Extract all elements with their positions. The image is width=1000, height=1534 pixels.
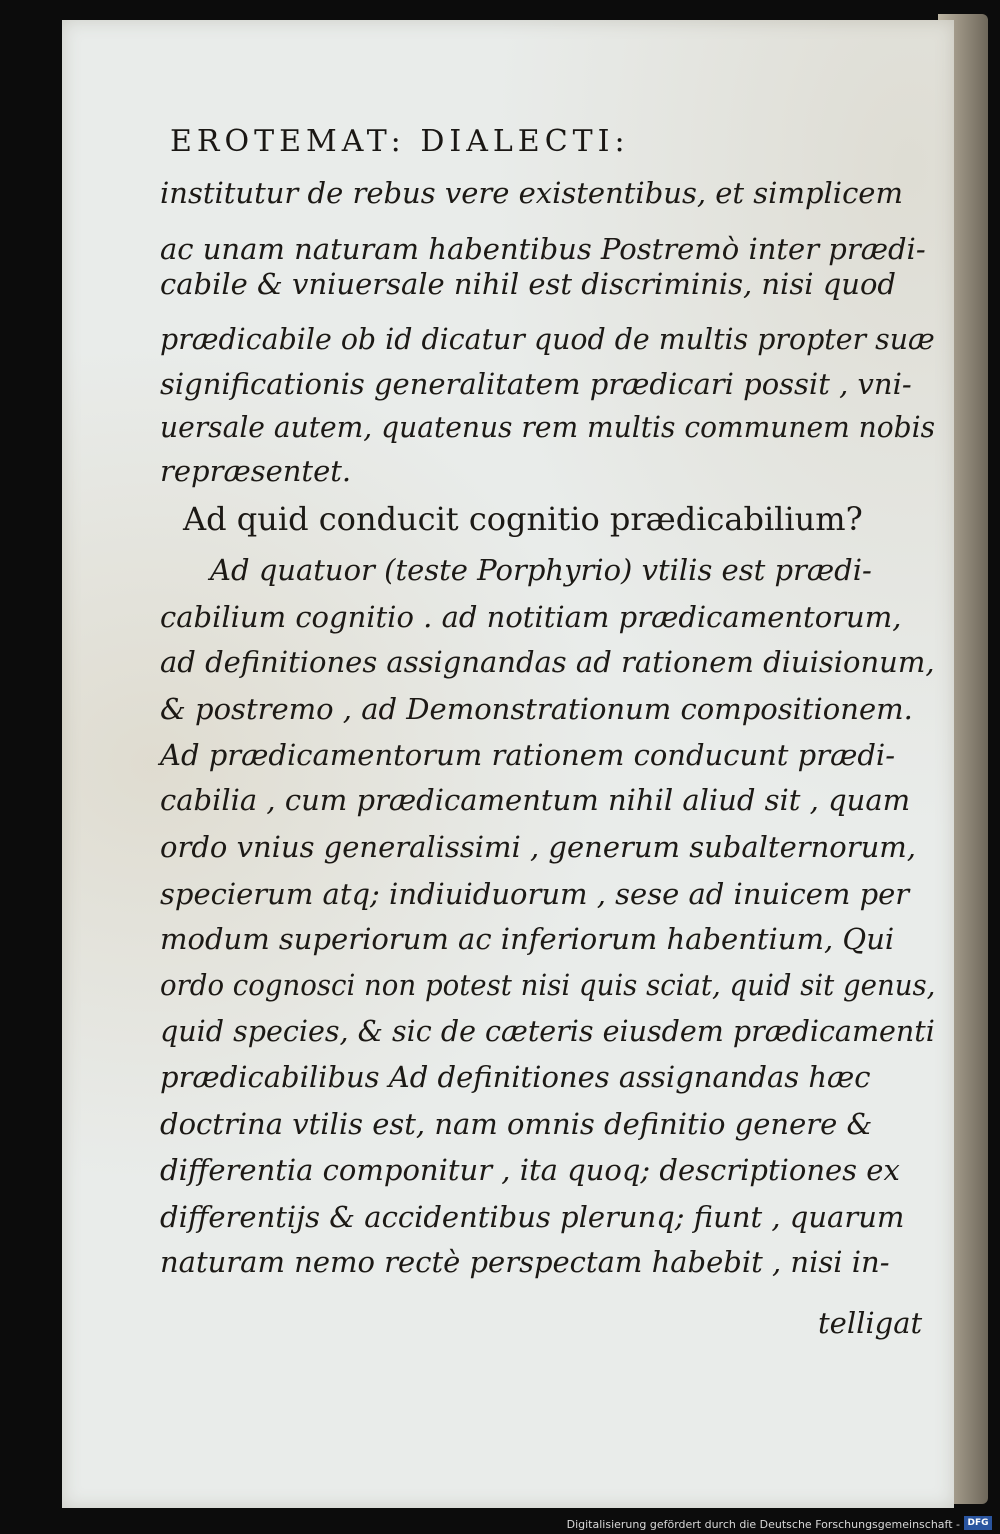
text-line-18: quid species, & sic de cæteris eiusdem prædicamenti — [160, 1014, 935, 1048]
text-line-16: modum superiorum ac inferiorum habentium, Qui — [160, 922, 895, 956]
text-line-15: specierum atq; indiuiduorum , sese ad inuicem per — [160, 877, 910, 911]
text-line-12: Ad prædicamentorum rationem conducunt prædi- — [160, 738, 895, 772]
text-line-4: prædicabile ob id dicatur quod de multis propter suæ — [160, 322, 935, 356]
text-line-3: cabile & vniuersale nihil est discriminis, nisi quod — [160, 267, 896, 301]
text-line-1: institutur de rebus vere existentibus, et simplicem — [160, 176, 903, 210]
text-line-2: ac unam naturam habentibus Postremò inter prædi- — [160, 232, 926, 266]
running-head: EROTEMAT: DIALECTI: — [170, 124, 630, 159]
text-line-14: ordo vnius generalissimi , generum subalternorum, — [160, 830, 916, 864]
catchword: telligat — [818, 1306, 923, 1340]
question-heading: Ad quid conducit cognitio prædicabilium? — [183, 500, 863, 538]
digitization-credit: Digitalisierung gefördert durch die Deutsche Forschungsgemeinschaft - — [566, 1518, 960, 1531]
text-line-8: Ad quatuor (teste Porphyrio) vtilis est prædi- — [210, 553, 872, 587]
text-line-21: differentia componitur , ita quoq; descriptiones ex — [160, 1153, 900, 1187]
text-line-10: ad definitiones assignandas ad rationem diuisionum, — [160, 645, 935, 679]
text-line-19: prædicabilibus Ad definitiones assignandas hæc — [160, 1060, 871, 1094]
text-line-20: doctrina vtilis est, nam omnis definitio genere & — [160, 1107, 873, 1141]
text-line-5: significationis generalitatem prædicari possit , vni- — [160, 367, 912, 401]
text-line-9: cabilium cognitio . ad notitiam prædicamentorum, — [160, 600, 902, 634]
text-line-13: cabilia , cum prædicamentum nihil aliud sit , quam — [160, 783, 911, 817]
text-line-22: differentijs & accidentibus plerunq; fiunt , quarum — [160, 1200, 905, 1234]
dfg-logo: DFG — [964, 1516, 992, 1530]
text-line-7: repræsentet. — [160, 454, 352, 488]
text-line-6: uersale autem, quatenus rem multis communem nobis — [160, 410, 936, 444]
text-line-11: & postremo , ad Demonstrationum compositionem. — [160, 692, 913, 726]
text-line-23: naturam nemo rectè perspectam habebit , nisi in- — [160, 1245, 890, 1279]
text-line-17: ordo cognosci non potest nisi quis sciat, quid sit genus, — [160, 968, 936, 1002]
